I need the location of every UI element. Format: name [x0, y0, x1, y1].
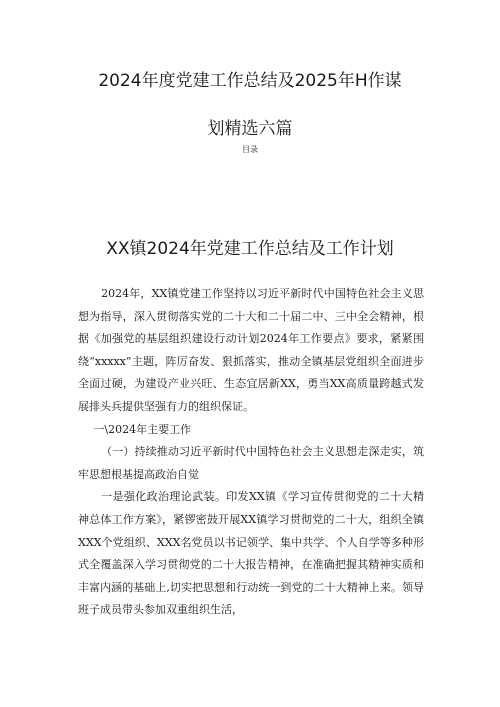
paragraph-theory: 一是强化政治理论武装。印发XX镇《学习宣传贯彻党的二十大精神总体工作方案》，紧锣密鼓开展XX镇学习贯彻党的二十大，组织全镇XXX个党组织、XXX名党员以书记领学、集中共学、个人自学等多种形式全覆盖深入学习贯彻党的二十大报告精神，在准确把握其精神实质和丰富内涵的基础上,切实把思想和行动统一到党的二十大精神上来。领导班子成员带头参加双重组织生活，: [78, 490, 424, 617]
paragraph-intro: 2024年，XX镇党建工作坚持以习近平新时代中国特色社会主义思想为指导，深入贯彻落实党的二十大和二十届二中、三中全会精神，根据《加强党的基层组织建设行动计划2024年工作要点》要求，紧紧围绕“xxxxx”主题，阵厉奋发、狠抓落实，推动全镇基层党组织全面进步全面过硬，为建设产业兴旺、生态宜居新XX，勇当XX高质量跨越式发展排头兵提供坚强有力的组织保证。: [78, 287, 424, 413]
subheading-1: （一）持续推动习近平新时代中国特色社会主义思想走深走实，筑牢思想根基提高政治自觉: [78, 445, 424, 481]
toc-label: 目录: [242, 145, 258, 154]
heading-main-work: 一\2024年主要工作: [93, 422, 192, 436]
document-title-line-1: 2024年度党建工作总结及2025年H作谋: [98, 71, 402, 91]
document-body: [78, 283, 424, 622]
section-title: XX镇2024年党建工作总结及工作计划: [106, 239, 394, 259]
document-title-line-2: 划精选六篇: [207, 119, 293, 139]
